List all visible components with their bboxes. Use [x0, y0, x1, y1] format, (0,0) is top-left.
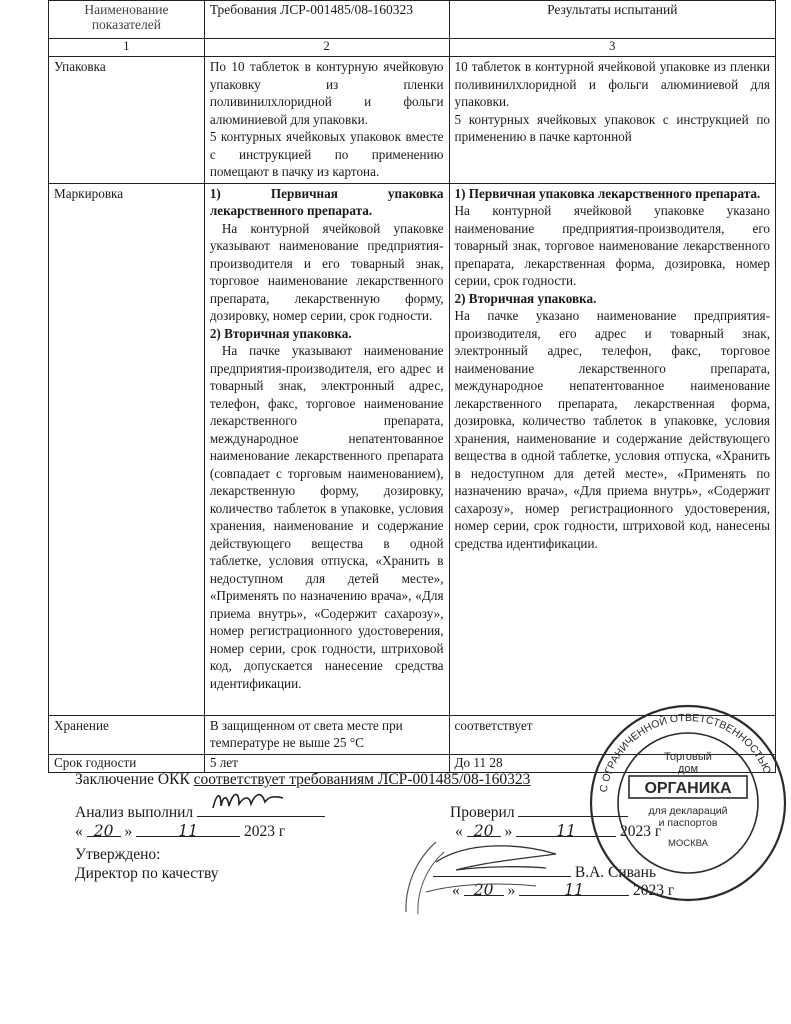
- requirement-cell: [204, 183, 449, 715]
- date-year-suffix: г: [654, 823, 662, 840]
- analyst-line: [75, 802, 325, 822]
- date-quote-close: »: [504, 823, 513, 840]
- stamp-city: МОСКВА: [667, 838, 709, 849]
- table-header-row: [49, 1, 776, 39]
- conclusion-text: соответствует требованиям ЛСР-001485/08-160323: [193, 771, 531, 788]
- date-quote-open: «: [75, 823, 83, 840]
- paragraph: На контурной ячейковой упаковке указывают наименование предприятия-производителя и его товарный знак, торговое наименование лекарственного препарата, лекарственную форму, дозировку, номер серии, срок годности.: [209, 220, 444, 323]
- stamp-line2: дом: [677, 763, 699, 775]
- table-row-marking: [49, 183, 776, 715]
- stamp-line4: и паспортов: [658, 817, 718, 829]
- date-quote-open: «: [455, 823, 463, 840]
- section-heading: 1) Первичная упаковка лекарственного препарата.: [454, 185, 761, 201]
- requirement-cell: [204, 715, 449, 754]
- date-quote-close: »: [507, 882, 516, 899]
- row-name: Маркировка: [49, 183, 205, 715]
- column-number-row: [49, 39, 776, 57]
- header-results: Результаты испытаний: [449, 1, 775, 39]
- column-number: 2: [204, 39, 449, 57]
- analyst-date: [75, 822, 285, 841]
- date-year: 2023: [620, 823, 651, 840]
- paragraph: 5 контурных ячейковых упаковок с инструкцией по применению в пачке картонной: [454, 111, 770, 144]
- analyst-label: Анализ выполнил: [75, 804, 194, 821]
- date-year: 2023: [633, 882, 664, 899]
- stamp-ring-text: С ОГРАНИЧЕННОЙ ОТВЕТСТВЕННОСТЬЮ: [597, 711, 774, 794]
- column-number: 3: [449, 39, 775, 57]
- header-indicator-name: Наименование показателей: [49, 1, 205, 39]
- partial-seal-mark: [396, 822, 586, 922]
- paragraph: По 10 таблеток в контурную ячейковую упаковку из пленки поливинилхлоридной и фольги алюминиевой для упаковки.: [209, 59, 444, 127]
- result-cell: [449, 183, 775, 715]
- date-quote-close: »: [124, 823, 133, 840]
- section-heading: 2) Вторичная упаковка.: [454, 290, 597, 306]
- row-name: Хранение: [49, 715, 205, 754]
- requirement-cell: [204, 754, 449, 772]
- analyst-signature-line: [197, 802, 325, 817]
- checked-label: Проверил: [450, 804, 515, 821]
- result-cell: [449, 57, 775, 184]
- conclusion-label: Заключение ОКК: [75, 771, 190, 788]
- date-day: 20: [467, 822, 501, 837]
- paragraph: 5 лет: [209, 754, 238, 770]
- date-day: 20: [464, 881, 504, 896]
- director-label: Директор по качеству: [75, 865, 219, 882]
- date-year-suffix: г: [667, 882, 675, 899]
- date-year-suffix: г: [278, 823, 286, 840]
- date-month: 11: [516, 822, 616, 837]
- requirement-cell: [204, 57, 449, 184]
- date-day: 20: [87, 822, 121, 837]
- paragraph: На пачке указано наименование предприятия-производителя, его адрес и товарный знак, электронный адрес, телефон, факс, торговое наименование лекарственного препарата, международное непатентованное наименование лекарственного препарата, лекарственная форма, дозировка, количество таблеток в упаковке, условия хранения, наименование и содержание действующего вещества в одной таблетке, условия отпуска, «Хранить в недоступном для детей месте», «Применять по назначению врача», «Для приема внутрь», «Содержит сахарозу», номер регистрационного удостоверения, номер серии, срок годности, штриховой код, нанесены средства идентификации.: [454, 308, 770, 551]
- approved-label: Утверждено:: [75, 846, 161, 863]
- table-row-packaging: [49, 57, 776, 184]
- row-name: Срок годности: [49, 754, 205, 772]
- section-heading: 1) Первичная упаковка лекарственного препарата.: [209, 185, 444, 218]
- organization-stamp: [585, 700, 791, 906]
- paragraph: 5 контурных ячейковых упаковок вместе с инструкцией по применению помещают в пачку из картона.: [209, 129, 444, 179]
- stamp-outer-ring: [591, 706, 785, 900]
- section-heading: 2) Вторичная упаковка.: [209, 325, 352, 341]
- paragraph: На пачке указывают наименование предприятия-производителя, его адрес и товарный знак, электронный адрес, телефон, факс, торговое наименование лекарственного препарата, международное непатентованное наименование лекарственного препарата (совпадает с торговым наименованием), лекарственную форму, дозировку, количество таблеток в упаковке, условия хранения, наименование и содержание действующего вещества в одной таблетке, условия отпуска, «Хранить в недоступном для детей месте», «Применять по назначению врача», «Для приема внутрь», «Содержит сахарозу», номер регистрационного удостоверения, номер серии, срок годности, штриховой код, допускается нанесение средства идентификации.: [209, 343, 444, 691]
- date-quote-open: «: [452, 882, 460, 899]
- analyst-signature: [209, 788, 289, 814]
- test-results-table: [48, 0, 776, 773]
- date-month: 11: [519, 881, 629, 896]
- stamp-brand: ОРГАНИКА: [644, 780, 732, 797]
- date-month: 11: [136, 822, 240, 837]
- row-name: Упаковка: [49, 57, 205, 184]
- stamp-line3: для деклараций: [648, 805, 728, 817]
- stamp-line1: Торговый: [664, 751, 712, 763]
- paragraph: 10 таблеток в контурной ячейковой упаковке из пленки поливинилхлоридной и фольги алюминиевой для упаковки.: [454, 59, 770, 109]
- header-requirements: Требования ЛСР-001485/08-160323: [204, 1, 449, 39]
- date-year: 2023: [244, 823, 275, 840]
- conclusion-line: [75, 771, 530, 789]
- paragraph: На контурной ячейковой упаковке указано наименование предприятия-производителя, его товарный знак, торговое наименование лекарственного препарата, лекарственная форма, дозировка, номер серии, срок годности.: [454, 203, 770, 288]
- column-number: 1: [49, 39, 205, 57]
- paragraph: В защищенном от света месте при температуре не выше 25 °С: [209, 717, 403, 750]
- director-name: В.А. Сивань: [574, 864, 657, 881]
- paragraph: До 11 28: [454, 754, 503, 770]
- paragraph: соответствует: [454, 717, 533, 733]
